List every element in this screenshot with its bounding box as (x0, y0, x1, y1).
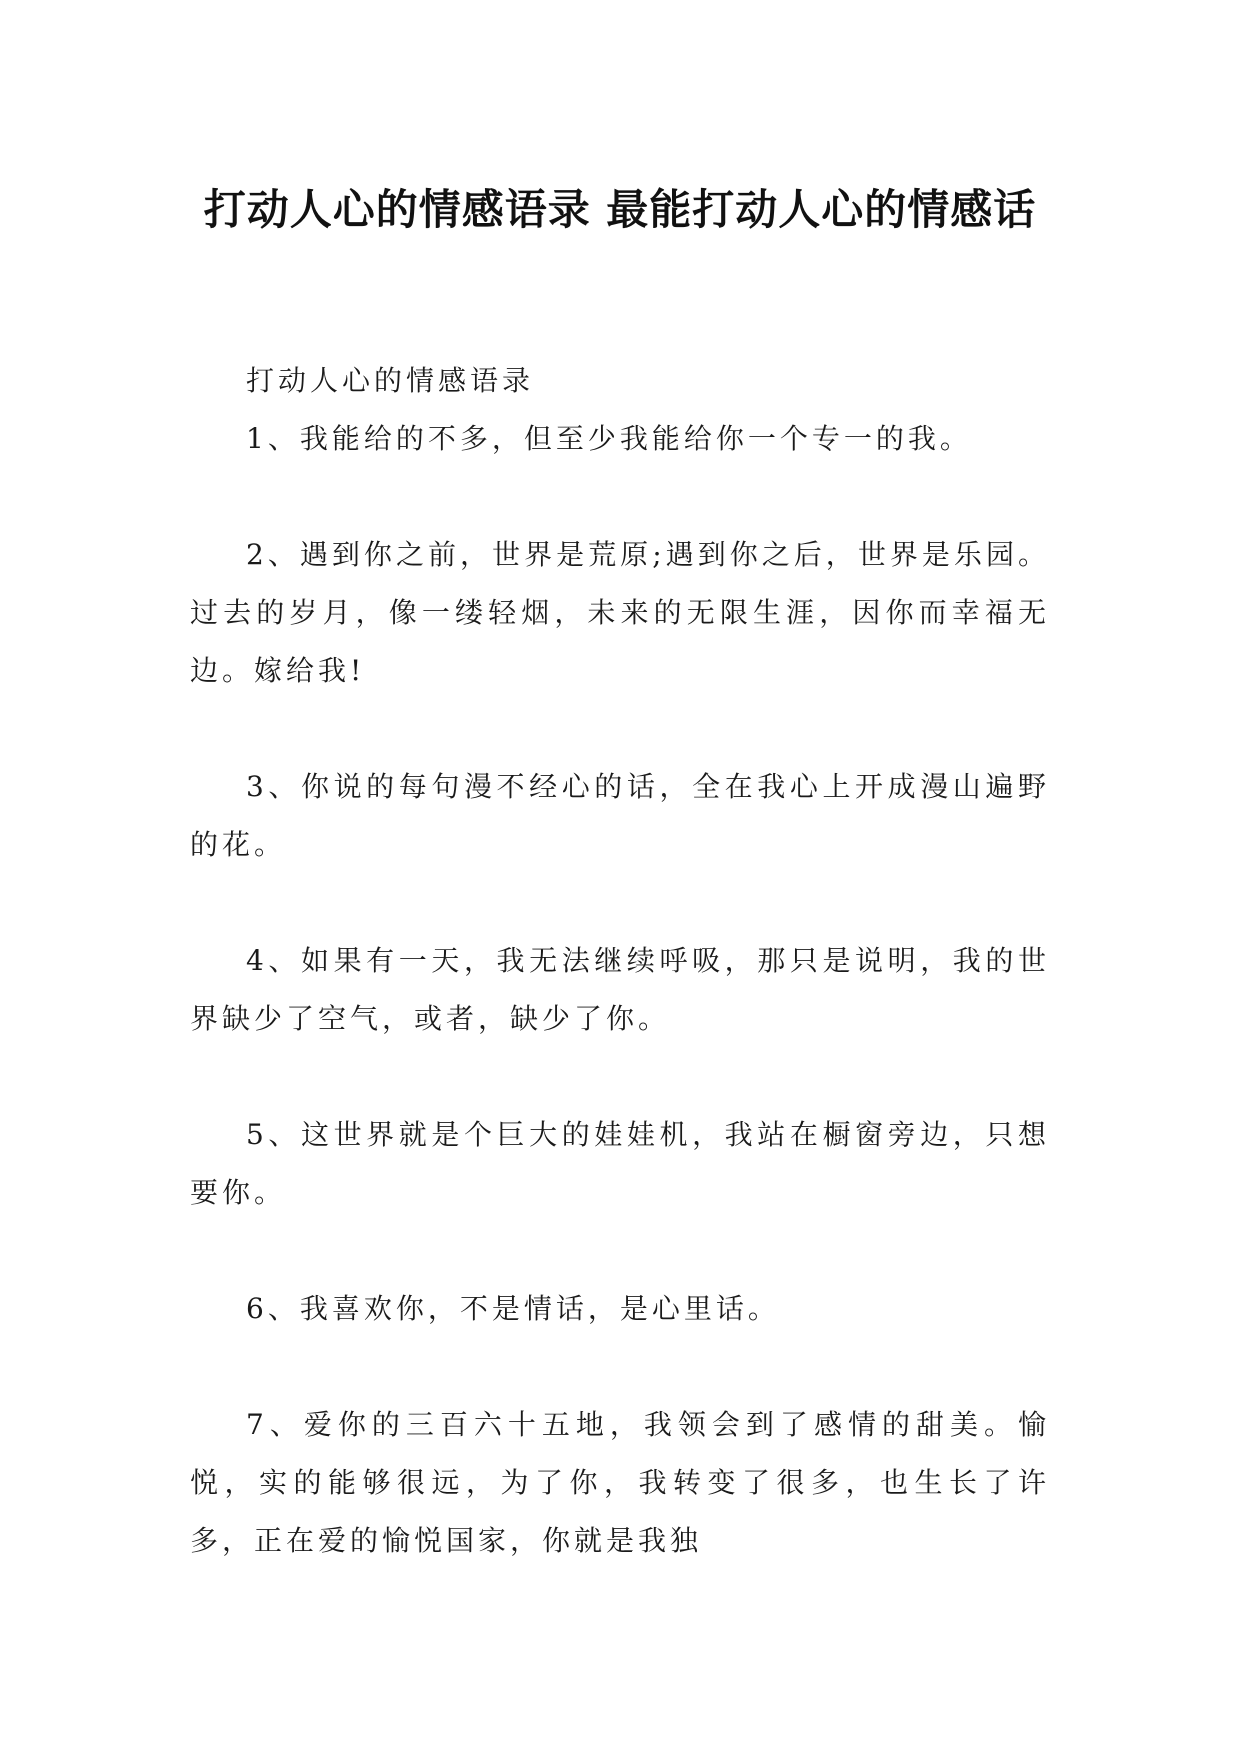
section-heading: 打动人心的情感语录 (246, 364, 535, 397)
paragraph-5: 5、这世界就是个巨大的娃娃机，我站在橱窗旁边，只想要你。 (190, 1118, 1050, 1209)
paragraph-3: 3、你说的每句漫不经心的话，全在我心上开成漫山遍野的花。 (190, 770, 1050, 861)
paragraph-6: 6、我喜欢你，不是情话，是心里话。 (246, 1292, 780, 1325)
paragraph-4: 4、如果有一天，我无法继续呼吸，那只是说明，我的世界缺少了空气，或者，缺少了你。 (190, 944, 1050, 1035)
paragraph-7: 7、爱你的三百六十五地，我领会到了感情的甜美。愉悦，实的能够很远，为了你，我转变了很多，也生长了许多，正在爱的愉悦国家，你就是我独 (190, 1408, 1050, 1557)
paragraph-1: 1、我能给的不多，但至少我能给你一个专一的我。 (246, 422, 972, 455)
paragraph-2: 2、遇到你之前，世界是荒原;遇到你之后，世界是乐园。过去的岁月，像一缕轻烟，未来的无限生涯，因你而幸福无边。嫁给我! (190, 538, 1050, 687)
page-title: 打动人心的情感语录 最能打动人心的情感话 (203, 185, 1037, 235)
document-body (190, 352, 1050, 1570)
